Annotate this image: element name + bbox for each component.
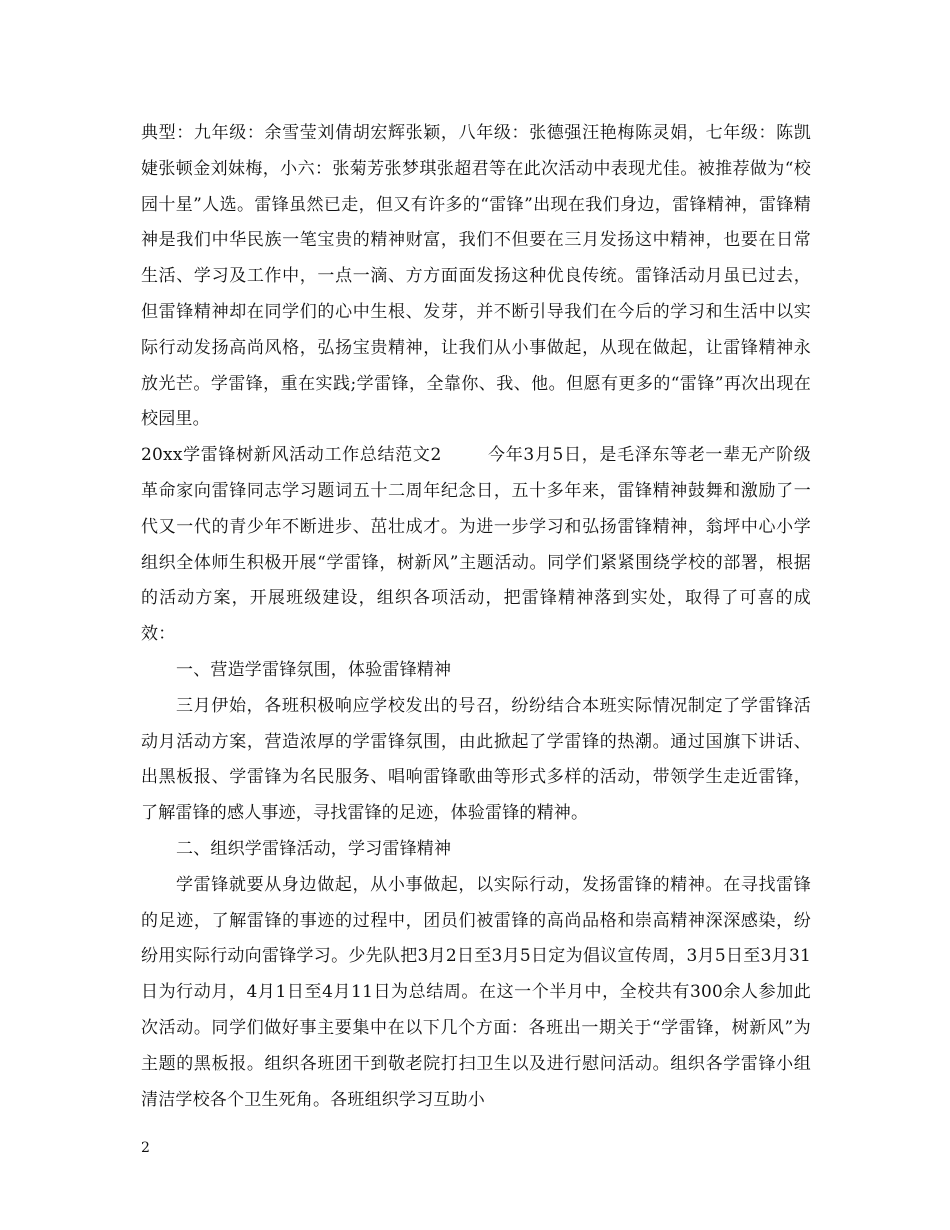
section-title-line — [141, 438, 811, 653]
paragraph-typical-students: 典型：九年级：余雪莹刘倩胡宏辉张颖，八年级：张德强汪艳梅陈灵娟，七年级：陈凯婕张顿金刘妹梅，小六：张菊芳张梦琪张超君等在此次活动中表现尤佳。被推荐做为“校园十星”人选。雷锋虽然已走，但又有许多的“雷锋”出现在我们身边，雷锋精神，雷锋精神是我们中华民族一笔宝贵的精神财富，我们不但要在三月发扬这中精神，也要在日常生活、学习及工作中，一点一滴、方方面面发扬这种优良传统。雷锋活动月虽已过去，但雷锋精神却在同学们的心中生根、发芽，并不断引导我们在今后的学习和生活中以实际行动发扬高尚风格，弘扬宝贵精神，让我们从小事做起，从现在做起，让雷锋精神永放光芒。学雷锋，重在实践;学雷锋，全靠你、我、他。但愿有更多的“雷锋”再次出现在校园里。 — [141, 123, 811, 430]
heading-2: 二、组织学雷锋活动，学习雷锋精神 — [176, 838, 452, 859]
section-title: 20xx学雷锋树新风活动工作总结范文2 — [141, 445, 442, 466]
paragraph-2: 学雷锋就要从身边做起，从小事做起，以实际行动，发扬雷锋的精神。在寻找雷锋的足迹，了解雷锋的事迹的过程中，团员们被雷锋的高尚品格和崇高精神深深感染，纷纷用实际行动向雷锋学习。少先队把3月2日至3月5日定为倡议宣传周，3月5日至3月31日为行动月，4月1日至4月11日为总结周。在这一个半月中，全校共有300余人参加此次活动。同学们做好事主要集中在以下几个方面：各班出一期关于“学雷锋，树新风”为主题的黑板报。组织各班团干到敬老院打扫卫生以及进行慰问活动。组织各学雷锋小组清洁学校各个卫生死角。各班组织学习互助小 — [141, 874, 811, 1110]
section-intro: 今年3月5日，是毛泽东等老一辈无产阶级革命家向雷锋同志学习题词五十二周年纪念日，五十多年来，雷锋精神鼓舞和激励了一代又一代的青少年不断进步、茁壮成才。为进一步学习和弘扬雷锋精神，翁坪中心小学组织全体师生积极开展“学雷锋，树新风”主题活动。同学们紧紧围绕学校的部署，根据的活动方案，开展班级建设，组织各项活动，把雷锋精神落到实处，取得了可喜的成效： — [141, 445, 811, 645]
document-body — [141, 116, 811, 1118]
paragraph-1: 三月伊始，各班积极响应学校发出的号召，纷纷结合本班实际情况制定了学雷锋活动月活动方案，营造浓厚的学雷锋氛围，由此掀起了学雷锋的热潮。通过国旗下讲话、出黑板报、学雷锋为名民服务、唱响雷锋歌曲等形式多样的活动，带领学生走近雷锋，了解雷锋的感人事迹，寻找雷锋的足迹，体验雷锋的精神。 — [141, 695, 811, 824]
page-number: 2 — [141, 1140, 150, 1156]
heading-1: 一、营造学雷锋氛围，体验雷锋精神 — [176, 659, 452, 680]
